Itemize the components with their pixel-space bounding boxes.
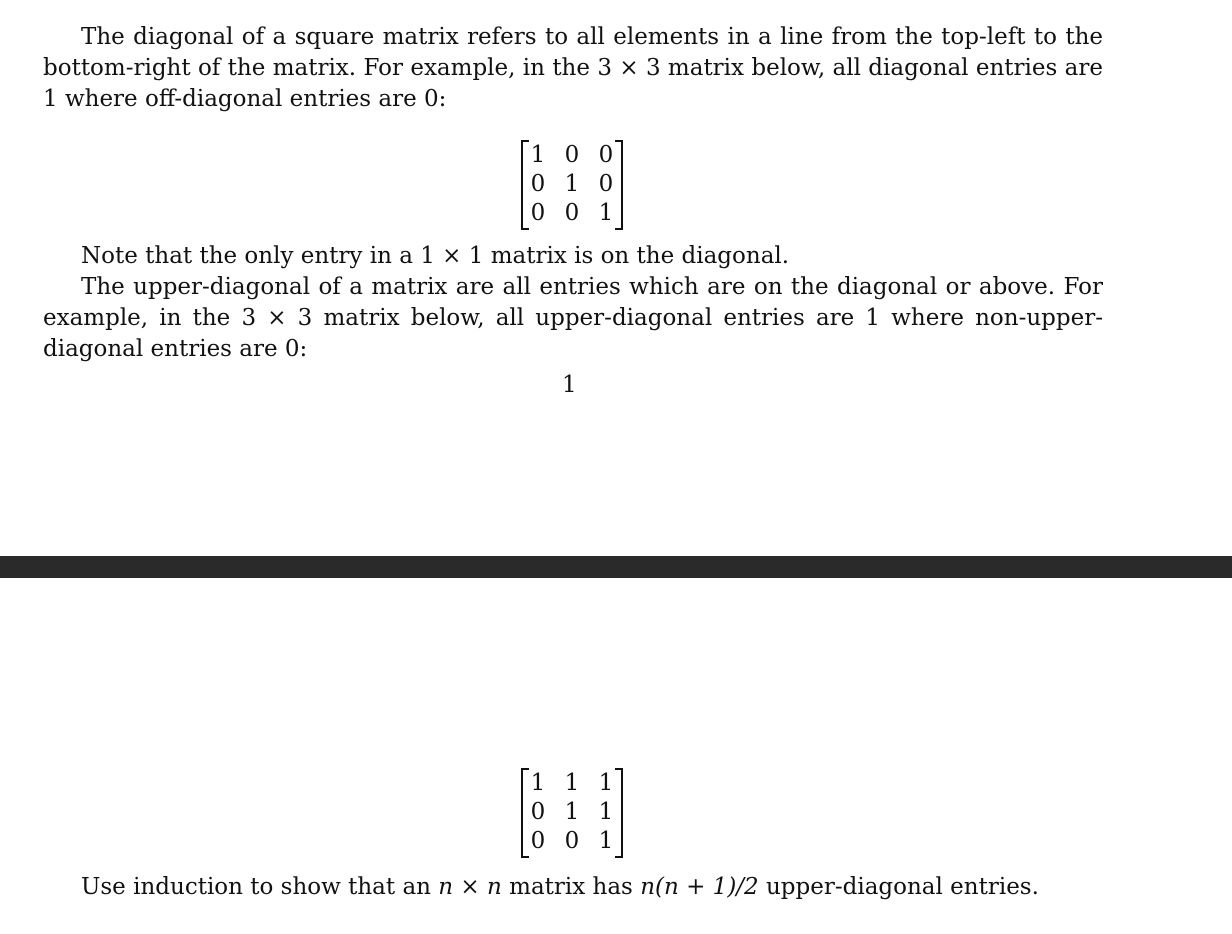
one-by-one-note: Note that the only entry in a 1 × 1 matrix is on the diagonal.	[81, 243, 790, 269]
page-number: 1	[562, 372, 577, 398]
question-text-middle: matrix has	[501, 874, 641, 900]
matrix-cell: 1	[598, 770, 614, 796]
induction-question	[43, 872, 1103, 903]
upper-triangular-matrix	[521, 768, 623, 856]
matrix-cell: 1	[598, 799, 614, 825]
matrix-cell: 1	[564, 799, 580, 825]
matrix-cell: 1	[598, 828, 614, 854]
page-two	[0, 578, 1232, 934]
matrix-cell: 1	[530, 770, 546, 796]
matrix-cell: 0	[530, 828, 546, 854]
matrix-cell: 1	[564, 171, 580, 197]
matrix-cell: 0	[564, 828, 580, 854]
matrix-cell: 1	[530, 142, 546, 168]
upper-diagonal-definition-paragraph: The upper-diagonal of a matrix are all entries which are on the diagonal or above. For example, in the 3 × 3 matrix below, all upper-diagonal entries are 1 where non-upper-diagonal entries are 0:	[43, 274, 1103, 362]
question-text-end: upper-diagonal entries.	[758, 874, 1039, 900]
page-divider	[0, 556, 1232, 578]
matrix-cell: 0	[530, 200, 546, 226]
question-text-start: Use induction to show that an	[81, 874, 439, 900]
matrix-cell: 0	[564, 200, 580, 226]
question-math-n-by-n: n × n	[438, 874, 502, 900]
matrix-cell: 1	[564, 770, 580, 796]
matrix-cell: 0	[598, 171, 614, 197]
matrix-cell: 0	[598, 142, 614, 168]
question-math-formula: n(n + 1)/2	[640, 874, 759, 900]
matrix-cell: 1	[598, 200, 614, 226]
identity-matrix	[521, 140, 623, 228]
matrix-cell: 0	[530, 171, 546, 197]
matrix-cell: 0	[564, 142, 580, 168]
matrix-cell: 0	[530, 799, 546, 825]
diagonal-definition-paragraph: The diagonal of a square matrix refers to all elements in a line from the top-left to the bottom-right of the matrix. For example, in the 3 × 3 matrix below, all diagonal entries are 1 where off-diagonal entries are 0:	[43, 24, 1103, 112]
